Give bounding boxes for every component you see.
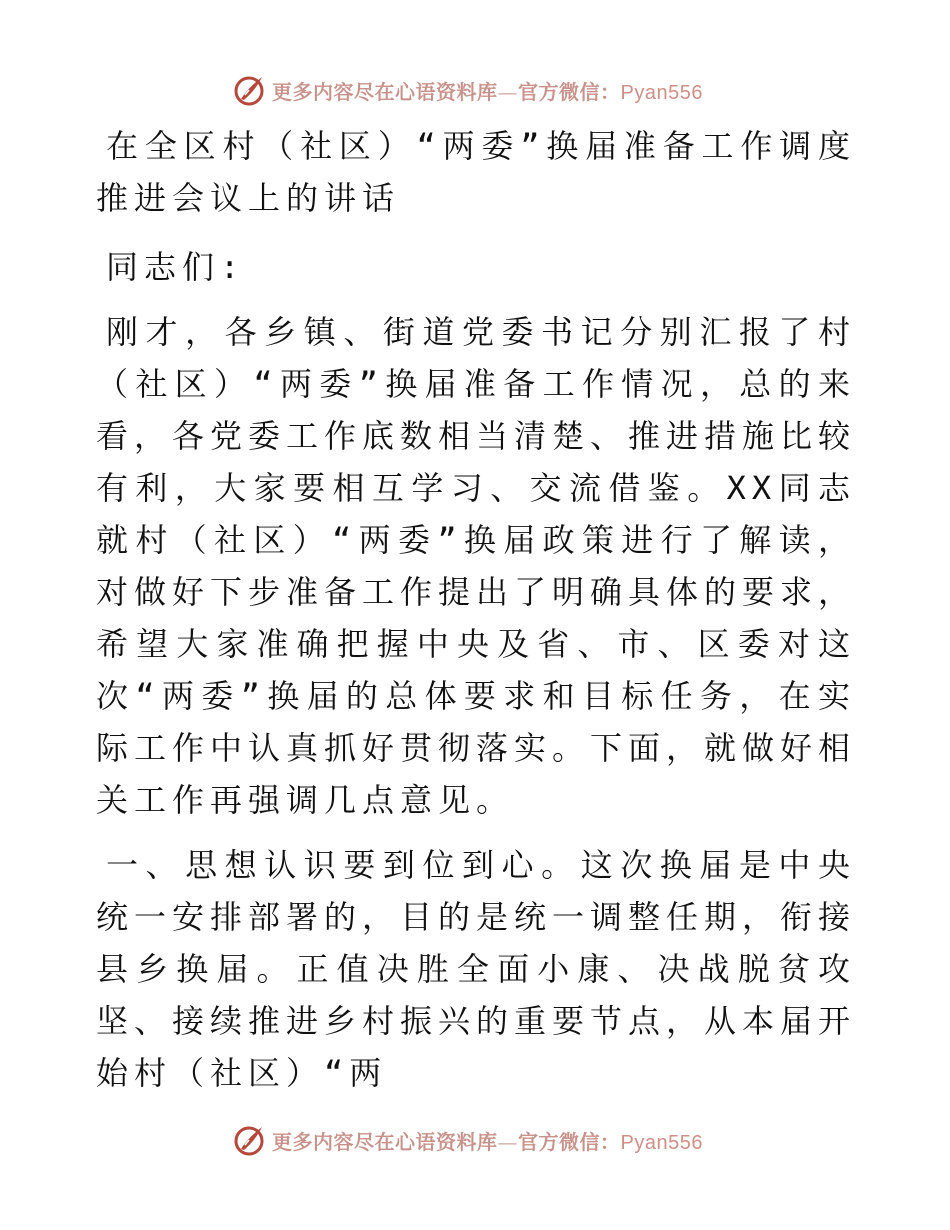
- quill-seal-icon: [232, 73, 266, 107]
- body-paragraph-1: 刚才，各乡镇、街道党委书记分别汇报了村（社区）“两委”换届准备工作情况，总的来看，各党委工作底数相当清楚、推进措施比较有利，大家要相互学习、交流借鉴。XX同志就村（社区）“两委”换届政策进行了解读，对做好下步准备工作提出了明确具体的要求，希望大家准确把握中央及省、市、区委对这次“两委”换届的总体要求和目标任务，在实际工作中认真抓好贯彻落实。下面，就做好相关工作再强调几点意见。: [96, 313, 857, 819]
- watermark-text: [272, 76, 703, 105]
- watermark-wechat-id: Pyan556: [620, 1131, 703, 1154]
- watermark-dash: —: [497, 1129, 518, 1154]
- watermark-channel: 官方微信：: [518, 79, 621, 104]
- document-title: 在全区村（社区）“两委”换届准备工作调度推进会议上的讲话: [96, 127, 856, 217]
- header-watermark: [232, 72, 703, 108]
- watermark-channel: 官方微信：: [518, 1129, 621, 1154]
- watermark-brand: 更多内容尽在心语资料库: [272, 79, 498, 104]
- watermark-wechat-id: Pyan556: [620, 81, 703, 104]
- watermark-dash: —: [497, 79, 518, 104]
- watermark-text: [272, 1126, 703, 1155]
- quill-seal-icon: [232, 1123, 266, 1157]
- document-body: [96, 120, 856, 1112]
- body-paragraph-2: 一、思想认识要到位到心。这次换届是中央统一安排部署的，目的是统一调整任期，衔接县乡换届。正值决胜全面小康、决战脱贫攻坚、接续推进乡村振兴的重要节点，从本届开始村（社区）“两: [96, 846, 857, 1092]
- watermark-brand: 更多内容尽在心语资料库: [272, 1129, 498, 1154]
- footer-watermark: [232, 1122, 703, 1158]
- salutation: 同志们:: [106, 248, 246, 286]
